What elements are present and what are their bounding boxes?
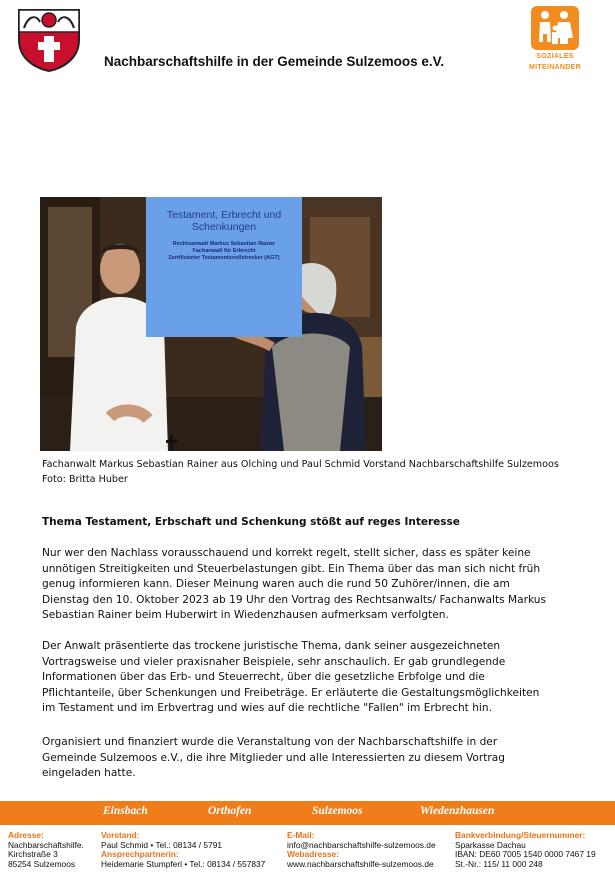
caption-credit: Foto: Britta Huber (42, 474, 128, 485)
paragraph-line: Organisiert und finanziert wurde die Veranstaltung von der Nachbarschaftshilfe in der (42, 736, 498, 748)
place-sulzemoos: Sulzemoos (312, 805, 363, 817)
footer-email-web (287, 831, 436, 869)
article-heading: Thema Testament, Erbschaft und Schenkung stößt auf reges Interesse (42, 516, 460, 528)
footer-email-label: E-Mail: (287, 830, 315, 840)
paragraph-line: Informationen über das Erb- und Steuerrecht, über die gesetzliche Erbfolge und die (42, 671, 485, 683)
paragraph-line: genug informieren kann. Dieser Meinung waren auch die rund 50 Zuhörer/innen, die am (42, 578, 510, 590)
places-band (0, 801, 615, 825)
paragraph-line: Der Anwalt präsentierte das trockene juristische Thema, dank seiner ausgezeichneten (42, 640, 501, 652)
event-photo (40, 197, 382, 451)
logo-text-line1: SOZIALES (536, 53, 574, 60)
footer-bank-line: St.-Nr.: 115/ 11 000 248 (455, 858, 543, 869)
article-paragraph-1 (42, 546, 582, 624)
footer-bank-line: Sparkasse Dachau (455, 839, 526, 850)
paragraph-line: Sebastian Rainer beim Huberwirt in Wiedenzhausen aufmerksam verfolgten. (42, 609, 449, 621)
place-orthofen: Orthofen (208, 805, 252, 817)
paragraph-line: im Testament und im Erbvertrag und wies auf die rechtliche "Fallen" im Erbrecht hin. (42, 702, 492, 714)
footer-address (8, 831, 84, 869)
screen-title-line1: Testament, Erbrecht und (166, 209, 282, 221)
footer-bank-line: IBAN: DE60 7005 1540 0000 7467 19 (455, 849, 596, 860)
footer-board-line: Paul Schmid • Tel.: 08134 / 5791 (101, 839, 223, 850)
paragraph-line: Gemeinde Sulzemoos e.V., die ihre Mitglieder und alle Interessierten zu diesem Vortrag (42, 751, 505, 764)
paragraph-line: unnötigen Streitigkeiten und Steuerbelastungen gibt. Ein Thema über das man sich nicht früh (42, 562, 541, 575)
paragraph-line: Pflichtanteile, über Schenkungen und Freibeträge. Er erläuterte die Gestaltungsmöglichkeiten (42, 686, 540, 699)
place-einsbach: Einsbach (103, 805, 148, 817)
article-paragraph-2 (42, 639, 582, 717)
photo-caption (42, 457, 602, 487)
caption-line1: Fachanwalt Markus Sebastian Rainer aus Olching und Paul Schmid Vorstand Nachbarschaftshilfe Sulzemoos (42, 459, 559, 470)
paragraph-line: Dienstag den 10. Oktober 2023 ab 19 Uhr den Vortrag des Rechtsanwalts/ Fachanwalts Markus (42, 593, 547, 606)
organization-title: Nachbarschaftshilfe in der Gemeinde Sulzemoos e.V. (104, 54, 445, 69)
screen-sub-line2: Fachanwalt für Erbrecht (192, 248, 256, 254)
footer-bank-label: Bankverbindung/Steuernummer: (455, 830, 586, 840)
footer-address-line: Nachbarschaftshilfe. (8, 839, 84, 850)
footer-board (101, 831, 265, 869)
paragraph-line: Vortragsweise und vieler praxisnaher Beispiele, sehr anschaulich. Er gab grundlegende (42, 655, 506, 668)
logo-text-line2: MITEINANDER (529, 64, 581, 71)
paragraph-line: Nur wer den Nachlass vorausschauend und korrekt regelt, stellt sicher, dass es später keine (42, 547, 531, 559)
screen-sub-line1: Rechtsanwalt Markus Sebastian Rainer (172, 241, 276, 247)
place-wiedenzhausen: Wiedenzhausen (420, 805, 495, 817)
footer-address-line: 85254 Sulzemoos (8, 858, 76, 869)
footer-web-label: Webadresse: (287, 849, 339, 860)
footer-email[interactable]: info@nachbarschaftshilfe-sulzemoos.de (287, 839, 436, 850)
footer-bank (455, 831, 596, 869)
footer-address-label: Adresse: (8, 830, 44, 840)
crest-shield-icon (16, 6, 82, 72)
footer-board-label: Vorstand: (101, 830, 140, 840)
footer-web[interactable]: www.nachbarschaftshilfe-sulzemoos.de (287, 858, 434, 869)
footer-contact-line: Heidemarie Stumpferl • Tel.: 08134 / 557837 (101, 858, 266, 869)
paragraph-line: eingeladen hatte. (42, 767, 136, 779)
footer-contact-label: Ansprechpartnerin: (101, 849, 179, 860)
screen-title-line2: Schenkungen (191, 221, 257, 233)
screen-sub-line3: Zertifizierter Testamentsvollstrecker (AGT) (168, 255, 280, 261)
footer-address-line: Kirchstraße 3 (8, 849, 58, 860)
article-paragraph-3 (42, 735, 582, 782)
family-icon (531, 6, 579, 50)
projection-screen (146, 197, 302, 337)
soziales-miteinander-logo (526, 6, 584, 76)
municipal-crest (16, 6, 82, 72)
